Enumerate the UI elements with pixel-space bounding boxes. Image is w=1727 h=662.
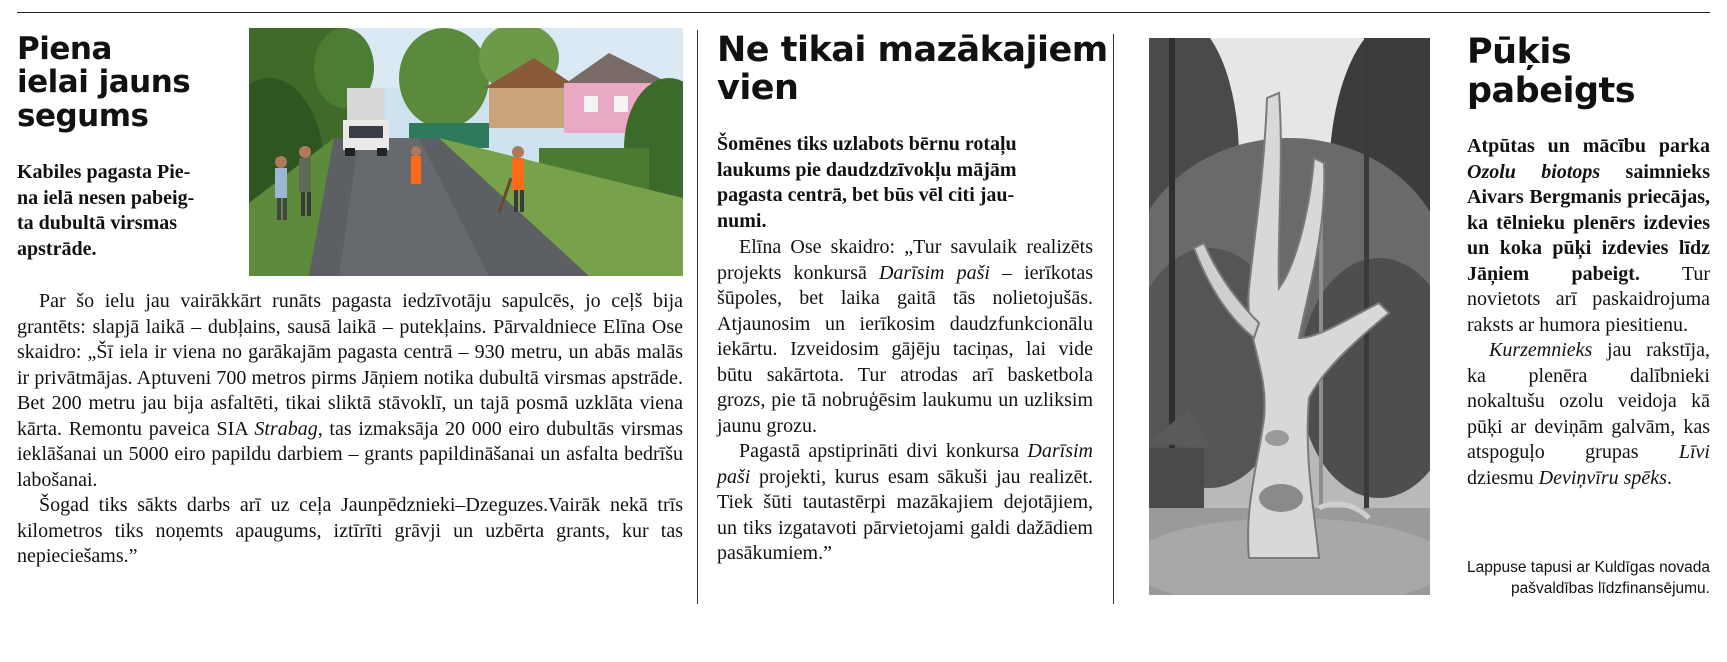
text-run: , tas izmaksāja 20 000 eiro dubultās virsmas ieklāšanai un 5000 eiro papildu darbiem – grants papildināšanai un asfalta bedrīšu labošanai. — [17, 417, 683, 491]
article-3-paragraph — [1467, 338, 1710, 491]
text-run: . — [1666, 466, 1672, 489]
dragon-photo — [1149, 38, 1430, 595]
road-photo-image — [249, 28, 683, 276]
article-3-title — [1467, 33, 1707, 110]
page-credit — [1410, 557, 1710, 599]
text-run: saimnieks Aivars Bergmanis priecājas, ka tēlnieku plenērs izdevies un koka pūķi izdevies līdz Jāņiem pabeigt. — [1467, 160, 1710, 285]
article-2-lead-line: Šomēnes tiks uzlabots bērnu rotaļu — [717, 133, 1017, 155]
article-2-paragraph — [717, 235, 1093, 439]
article-2-lead-line: numi. — [717, 209, 767, 232]
dragon-photo-image — [1149, 38, 1430, 595]
article-2-title — [717, 32, 1117, 108]
top-rule — [17, 12, 1710, 13]
article-3-lead — [1467, 135, 1710, 285]
article-1-title-line: ielai jauns — [17, 64, 191, 101]
article-1-lead-line: na ielā nesen pabeig- — [17, 186, 195, 209]
text-run: jau rakstīja, ka plenēra dalībnieki nokaltušu ozolu veidoja kā pūķi ar deviņām galvām, kas atspoguļo grupas — [1467, 339, 1710, 463]
text-run: Elīna Ose skaidro: „Tur savulaik realizēts projekts konkursā — [717, 236, 1093, 284]
text-run: projekti, kurus esam sākuši jau realizēt. Tiek šūti tautastērpi mazākajiem dejotājiem, un tiks izgatavoti pārvietojami galdi dažādiem pasākumiem.” — [717, 465, 1093, 564]
text-run: Tur novietots arī paskaidrojuma raksts ar humora piesitienu. — [1467, 262, 1711, 336]
article-2-lead-line: pagasta centrā, bet būs vēl citi jau- — [717, 184, 1015, 206]
article-2-lead — [717, 132, 1097, 234]
text-run: Šogad tiks sākts darbs arī uz ceļa Jaunpēdznieki–Dzeguzes.Vairāk nekā trīs kilometros tiks noņemts apaugums, iztīrīti grāvji un uzbērta grants, kur tas nepieciešams.” — [17, 494, 683, 567]
article-3-paragraph — [1467, 134, 1710, 338]
text-run: dziesmu — [1467, 466, 1539, 489]
text-run: Par šo ielu jau vairākkārt runāts pagasta iedzīvotāju sapulcēs, jo ceļš bija grantēts: slapjā laikā – dubļains, sausā laikā – putekļains. Pārvaldniece Elīna Ose skaidro: „Šī iela ir viena no garākajām pagasta centrā – 930 metru, un abās malās ir privātmājas. Aptuveni 700 metros pirms Jāņiem notika dubultā virsmas apstrāde. Bet 200 metru jau bija asfaltēti, tikai sliktā stāvoklī, un tajā posmā uzklāta viena kārta. Remontu paveica SIA — [17, 290, 683, 440]
article-1-title-line: segums — [17, 97, 149, 134]
article-1-paragraph — [17, 493, 683, 570]
text-run: – ierīkotas šūpoles, bet laika gaitā tās nolietojušās. Atjaunosim un ierīkosim daudzfunkcionālu iekārtu. Izveidosim gājēju taciņas, lai vide būtu sakārtota. Tur atrodas arī basketbola grozs, pie tā nobruģēsim laukumu un uzliksim jaunu grozu. — [717, 261, 1093, 437]
article-2-lead-line: laukums pie daudzdzīvokļu mājām — [717, 158, 1017, 181]
text-run: Atpūtas un mācību parka — [1467, 135, 1710, 157]
text-run-italic: Darīsim paši — [878, 261, 990, 284]
text-run-italic: Darīsim paši — [717, 440, 1093, 488]
column-divider — [697, 30, 698, 604]
text-run-italic: Ozolu biotops — [1467, 160, 1601, 183]
article-1-lead-line: apstrāde. — [17, 237, 97, 260]
article-1-lead — [17, 160, 232, 262]
credit-line: pašvaldības līdzfinansējumu. — [1510, 580, 1710, 597]
text-run: Pagastā apstiprināti divi konkursa — [739, 440, 1028, 462]
article-1-lead-line: ta dubultā virsmas — [17, 212, 178, 234]
road-photo — [249, 28, 683, 276]
article-3-title-line: pabeigts — [1467, 70, 1636, 111]
article-1-title — [17, 33, 237, 133]
article-1-lead-line: Kabiles pagasta Pie- — [17, 161, 191, 183]
text-run-italic: Kurzemnieks — [1489, 339, 1593, 361]
article-1-title-line: Piena — [17, 31, 112, 67]
column-divider — [1113, 34, 1114, 604]
text-run-italic: Deviņvīru spēks — [1538, 466, 1667, 489]
article-3-title-line: Pūķis — [1467, 32, 1572, 72]
text-run-italic: Strabag — [254, 417, 318, 440]
text-run-italic: Līvi — [1678, 441, 1710, 463]
article-2-body — [717, 235, 1093, 567]
article-1-body — [17, 289, 683, 570]
article-2-paragraph — [717, 439, 1093, 567]
article-3-body — [1467, 134, 1710, 491]
article-1-paragraph — [17, 289, 683, 493]
article-2-title-line: Ne tikai mazākajiem — [717, 30, 1108, 70]
article-2-title-line: vien — [717, 67, 799, 108]
credit-line: Lappuse tapusi ar Kuldīgas novada — [1466, 559, 1710, 576]
